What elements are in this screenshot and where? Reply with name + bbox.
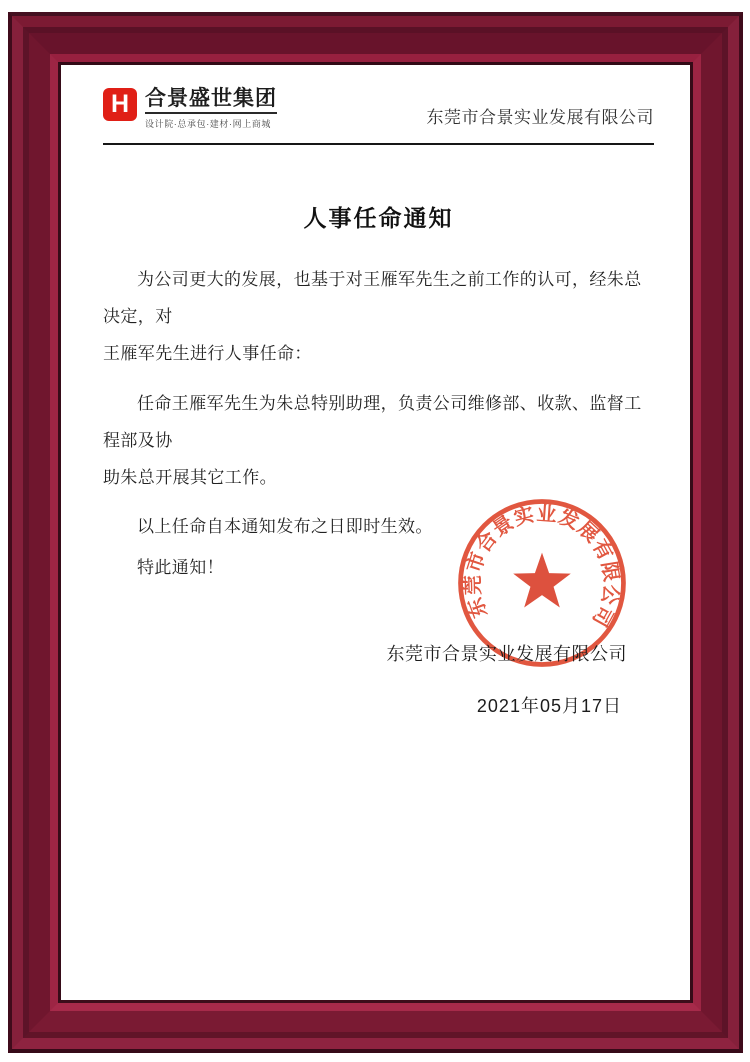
logo-text-block [145, 88, 277, 130]
logo-h-icon [103, 88, 137, 121]
frame-inner-highlight [50, 54, 701, 1011]
paragraph-4: 特此通知！ [137, 558, 224, 577]
frame-lip-band [12, 16, 739, 1049]
seal-star-icon [513, 553, 571, 608]
paragraph-1-line-2: 王雁军先生进行人事任命： [103, 344, 312, 363]
company-logo [103, 88, 277, 130]
document-paper [61, 65, 690, 1000]
signature-date: 2021年05月17日 [476, 696, 622, 716]
document-title: 人事任命通知 [303, 205, 454, 231]
frame-inner-edge [58, 62, 693, 1003]
letterhead [103, 88, 654, 130]
paragraph-1 [103, 261, 654, 372]
picture-frame [8, 12, 743, 1053]
paragraph-2-line-2: 助朱总开展其它工作。 [103, 468, 277, 487]
paragraph-2-line-1: 任命王雁军先生为朱总特别助理，负责公司维修部、收款、监督工程部及协 [103, 394, 642, 450]
logo-letter: H [110, 90, 130, 118]
frame-outer-edge [8, 12, 743, 1053]
paragraph-2 [103, 385, 654, 496]
letterhead-company-name: 东莞市合景实业发展有限公司 [426, 108, 654, 127]
paragraph-3: 以上任命自本通知发布之日即时生效。 [137, 517, 433, 536]
frame-main-band [29, 33, 722, 1032]
signature-block [103, 636, 654, 725]
signature-company-name: 东莞市合景实业发展有限公司 [386, 644, 627, 664]
logo-tagline: 设计院·总承包·建材·网上商城 [145, 119, 271, 129]
paragraph-1-line-1: 为公司更大的发展，也基于对王雁军先生之前工作的认可，经朱总决定，对 [103, 270, 642, 326]
logo-company-name: 合景盛世集团 [145, 88, 277, 114]
frame-transition-band [23, 27, 728, 1038]
letterhead-divider [103, 143, 654, 145]
seal-arc-text: 东莞市合景实业发展有限公司 [462, 502, 623, 631]
